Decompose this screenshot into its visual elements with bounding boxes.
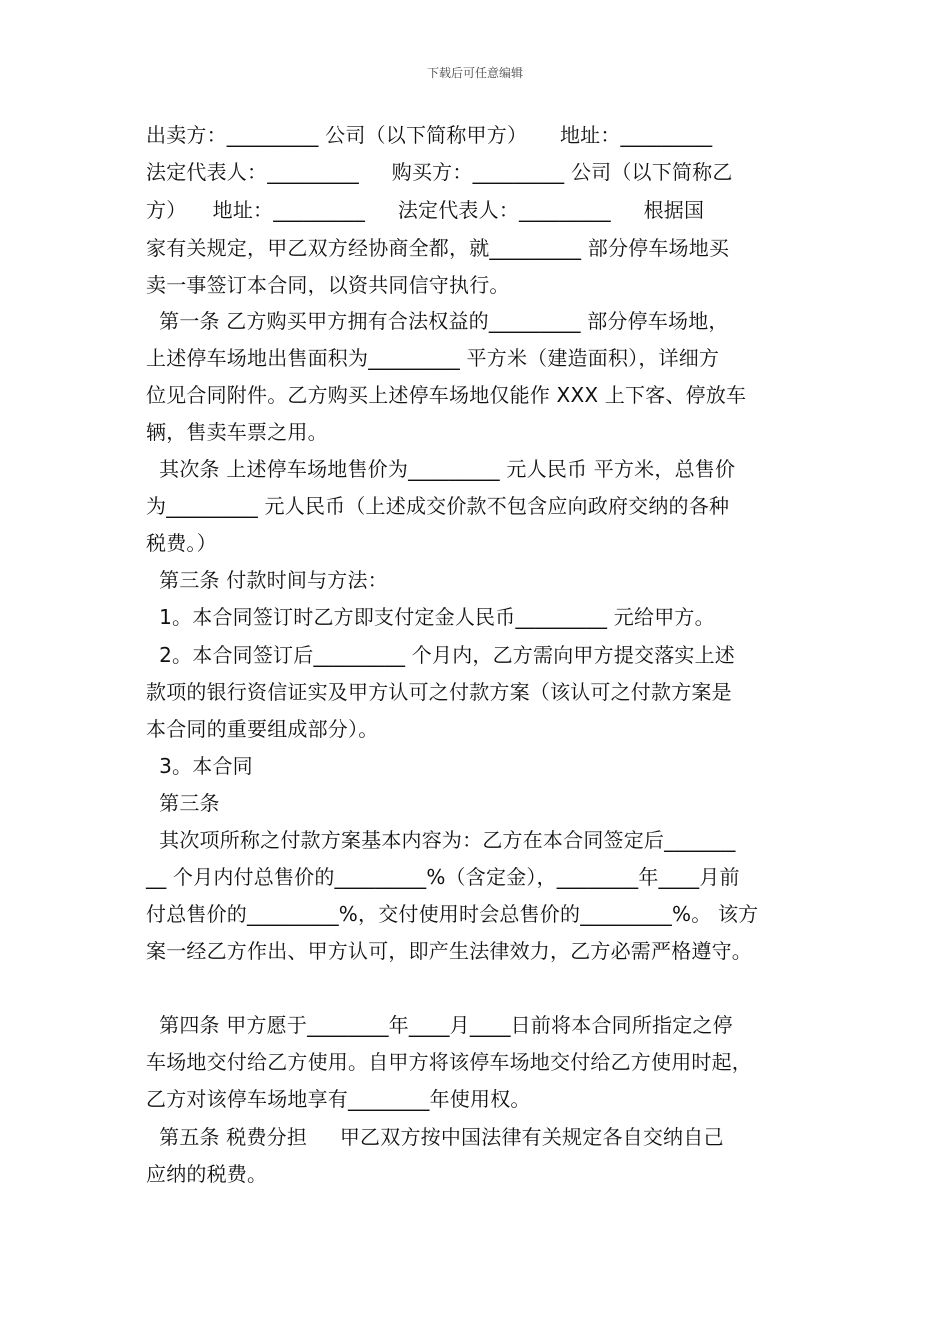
text-line: 方） 地址：_________ 法定代表人：_________ 根据国 <box>146 198 705 222</box>
text-line: 2。本合同签订后_________ 个月内，乙方需向甲方提交落实上述 <box>146 643 735 667</box>
text-line: 税费。） <box>146 531 217 555</box>
text-line: 卖一事签订本合同，以资共同信守执行。 <box>146 273 510 297</box>
text-line: 3。本合同 <box>146 754 253 778</box>
text-line: 为_________ 元人民币（上述成交价款不包含应向政府交纳的各种 <box>146 494 730 518</box>
text-line: __ 个月内付总售价的_________%（含定金），________年____月前 <box>146 865 740 889</box>
text-line: 款项的银行资信证实及甲方认可之付款方案（该认可之付款方案是 <box>146 680 732 704</box>
text-line: 其次项所称之付款方案基本内容为：乙方在本合同签定后_______ <box>146 828 736 852</box>
text-line: 车场地交付给乙方使用。自甲方将该停车场地交付给乙方使用时起， <box>146 1050 752 1074</box>
text-line: 辆，售卖车票之用。 <box>146 420 328 444</box>
text-line: 应纳的税费。 <box>146 1162 268 1186</box>
text-line: 第一条 乙方购买甲方拥有合法权益的_________ 部分停车场地， <box>146 309 729 333</box>
text-line: 位见合同附件。乙方购买上述停车场地仅能作 XXX 上下客、停放车 <box>146 383 747 407</box>
text-line: 本合同的重要组成部分）。 <box>146 717 379 741</box>
text-line: 1。本合同签订时乙方即支付定金人民币_________ 元给甲方。 <box>146 605 715 629</box>
text-line <box>146 973 826 1003</box>
text-line: 案一经乙方作出、甲方认可，即产生法律效力，乙方必需严格遵守。 <box>146 939 752 963</box>
page-header: 下载后可任意编辑 <box>426 66 523 80</box>
text-line: 其次条 上述停车场地售价为_________ 元人民币 平方米，总售价 <box>146 457 736 481</box>
text-line: 第三条 <box>146 791 220 815</box>
text-line: 第三条 付款时间与方法： <box>146 568 388 592</box>
text-line: 家有关规定，甲乙双方经协商全都，就_________ 部分停车场地买 <box>146 236 730 260</box>
text-line: 出卖方：_________ 公司（以下简称甲方） 地址：_________ <box>146 123 713 147</box>
text-line: 第五条 税费分担 甲乙双方按中国法律有关规定各自交纳自己 <box>146 1125 724 1149</box>
text-line: 法定代表人：_________ 购买方：_________ 公司（以下简称乙 <box>146 160 733 184</box>
text-line: 第四条 甲方愿于________年____月____日前将本合同所指定之停 <box>146 1013 733 1037</box>
text-line: 付总售价的_________%，交付使用时会总售价的_________%。 该方 <box>146 902 759 926</box>
text-line: 乙方对该停车场地享有________年使用权。 <box>146 1087 531 1111</box>
text-line: 上述停车场地出售面积为_________ 平方米（建造面积），详细方 <box>146 346 720 370</box>
